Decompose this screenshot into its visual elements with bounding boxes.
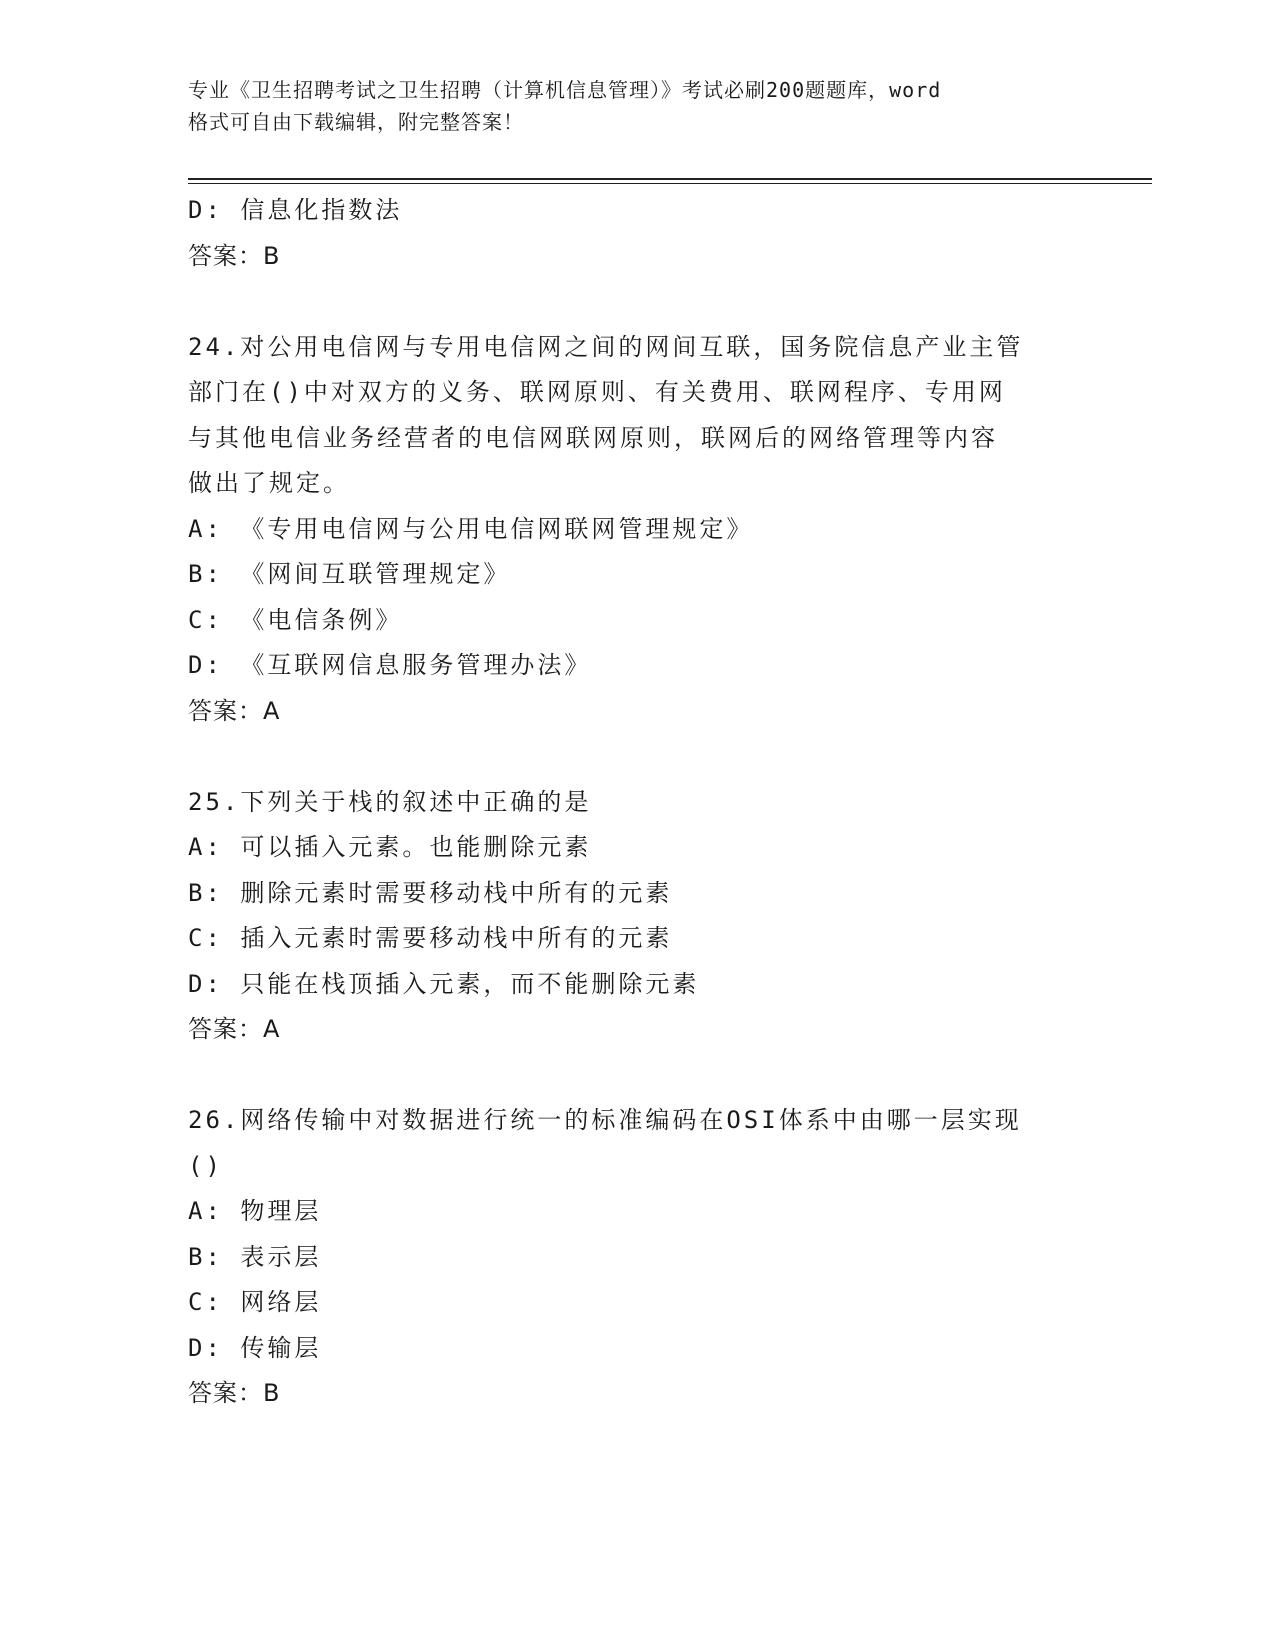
document-header [188,74,1088,138]
header-divider-thin [188,183,1152,184]
option-a: A: 《专用电信网与公用电信网联网管理规定》 [188,514,754,543]
question-26 [188,1098,1088,1417]
answer: 答案：A [188,1015,281,1043]
spacer [188,1053,1088,1099]
question-stem: 26.网络传输中对数据进行统一的标准编码在OSI体系中由哪一层实现 [188,1106,1022,1134]
answer: 答案：B [188,1379,281,1407]
answer: 答案：A [188,696,281,725]
question-stem: 25.下列关于栈的叙述中正确的是 [188,787,592,816]
question-24 [188,325,1088,735]
header-line-2: 格式可自由下载编辑，附完整答案！ [188,110,524,134]
option-b: B: 表示层 [188,1242,322,1271]
option-b: B: 《网间互联管理规定》 [188,560,511,588]
question-stem: 24.对公用电信网与专用电信网之间的网间互联，国务院信息产业主管 [188,332,1024,361]
option-a: A: 可以插入元素。也能删除元素 [188,833,592,861]
option-d: D: 《互联网信息服务管理办法》 [188,651,592,679]
option-c: C: 网络层 [188,1288,322,1316]
question-stem: 做出了规定。 [188,469,350,497]
question-stem: () [188,1151,223,1180]
option-d: D: 传输层 [188,1333,322,1362]
question-stem: 与其他电信业务经营者的电信网联网原则，联网后的网络管理等内容 [188,423,998,452]
question-content [188,188,1088,1417]
question-23-tail [188,188,1088,279]
header-divider-thick [188,178,1152,180]
option-b: B: 删除元素时需要移动栈中所有的元素 [188,878,673,907]
spacer [188,279,1088,325]
option-a: A: 物理层 [188,1197,322,1225]
question-25 [188,780,1088,1053]
question-stem: 部门在()中对双方的义务、联网原则、有关费用、联网程序、专用网 [188,378,1006,406]
header-line-1: 专业《卫生招聘考试之卫生招聘（计算机信息管理）》考试必刷200题题库，word [188,78,942,102]
option-c: C: 《电信条例》 [188,605,403,634]
option-d: D: 信息化指数法 [188,196,403,224]
spacer [188,734,1088,780]
option-d: D: 只能在栈顶插入元素，而不能删除元素 [188,969,700,998]
option-c: C: 插入元素时需要移动栈中所有的元素 [188,924,673,952]
answer: 答案：B [188,241,281,270]
